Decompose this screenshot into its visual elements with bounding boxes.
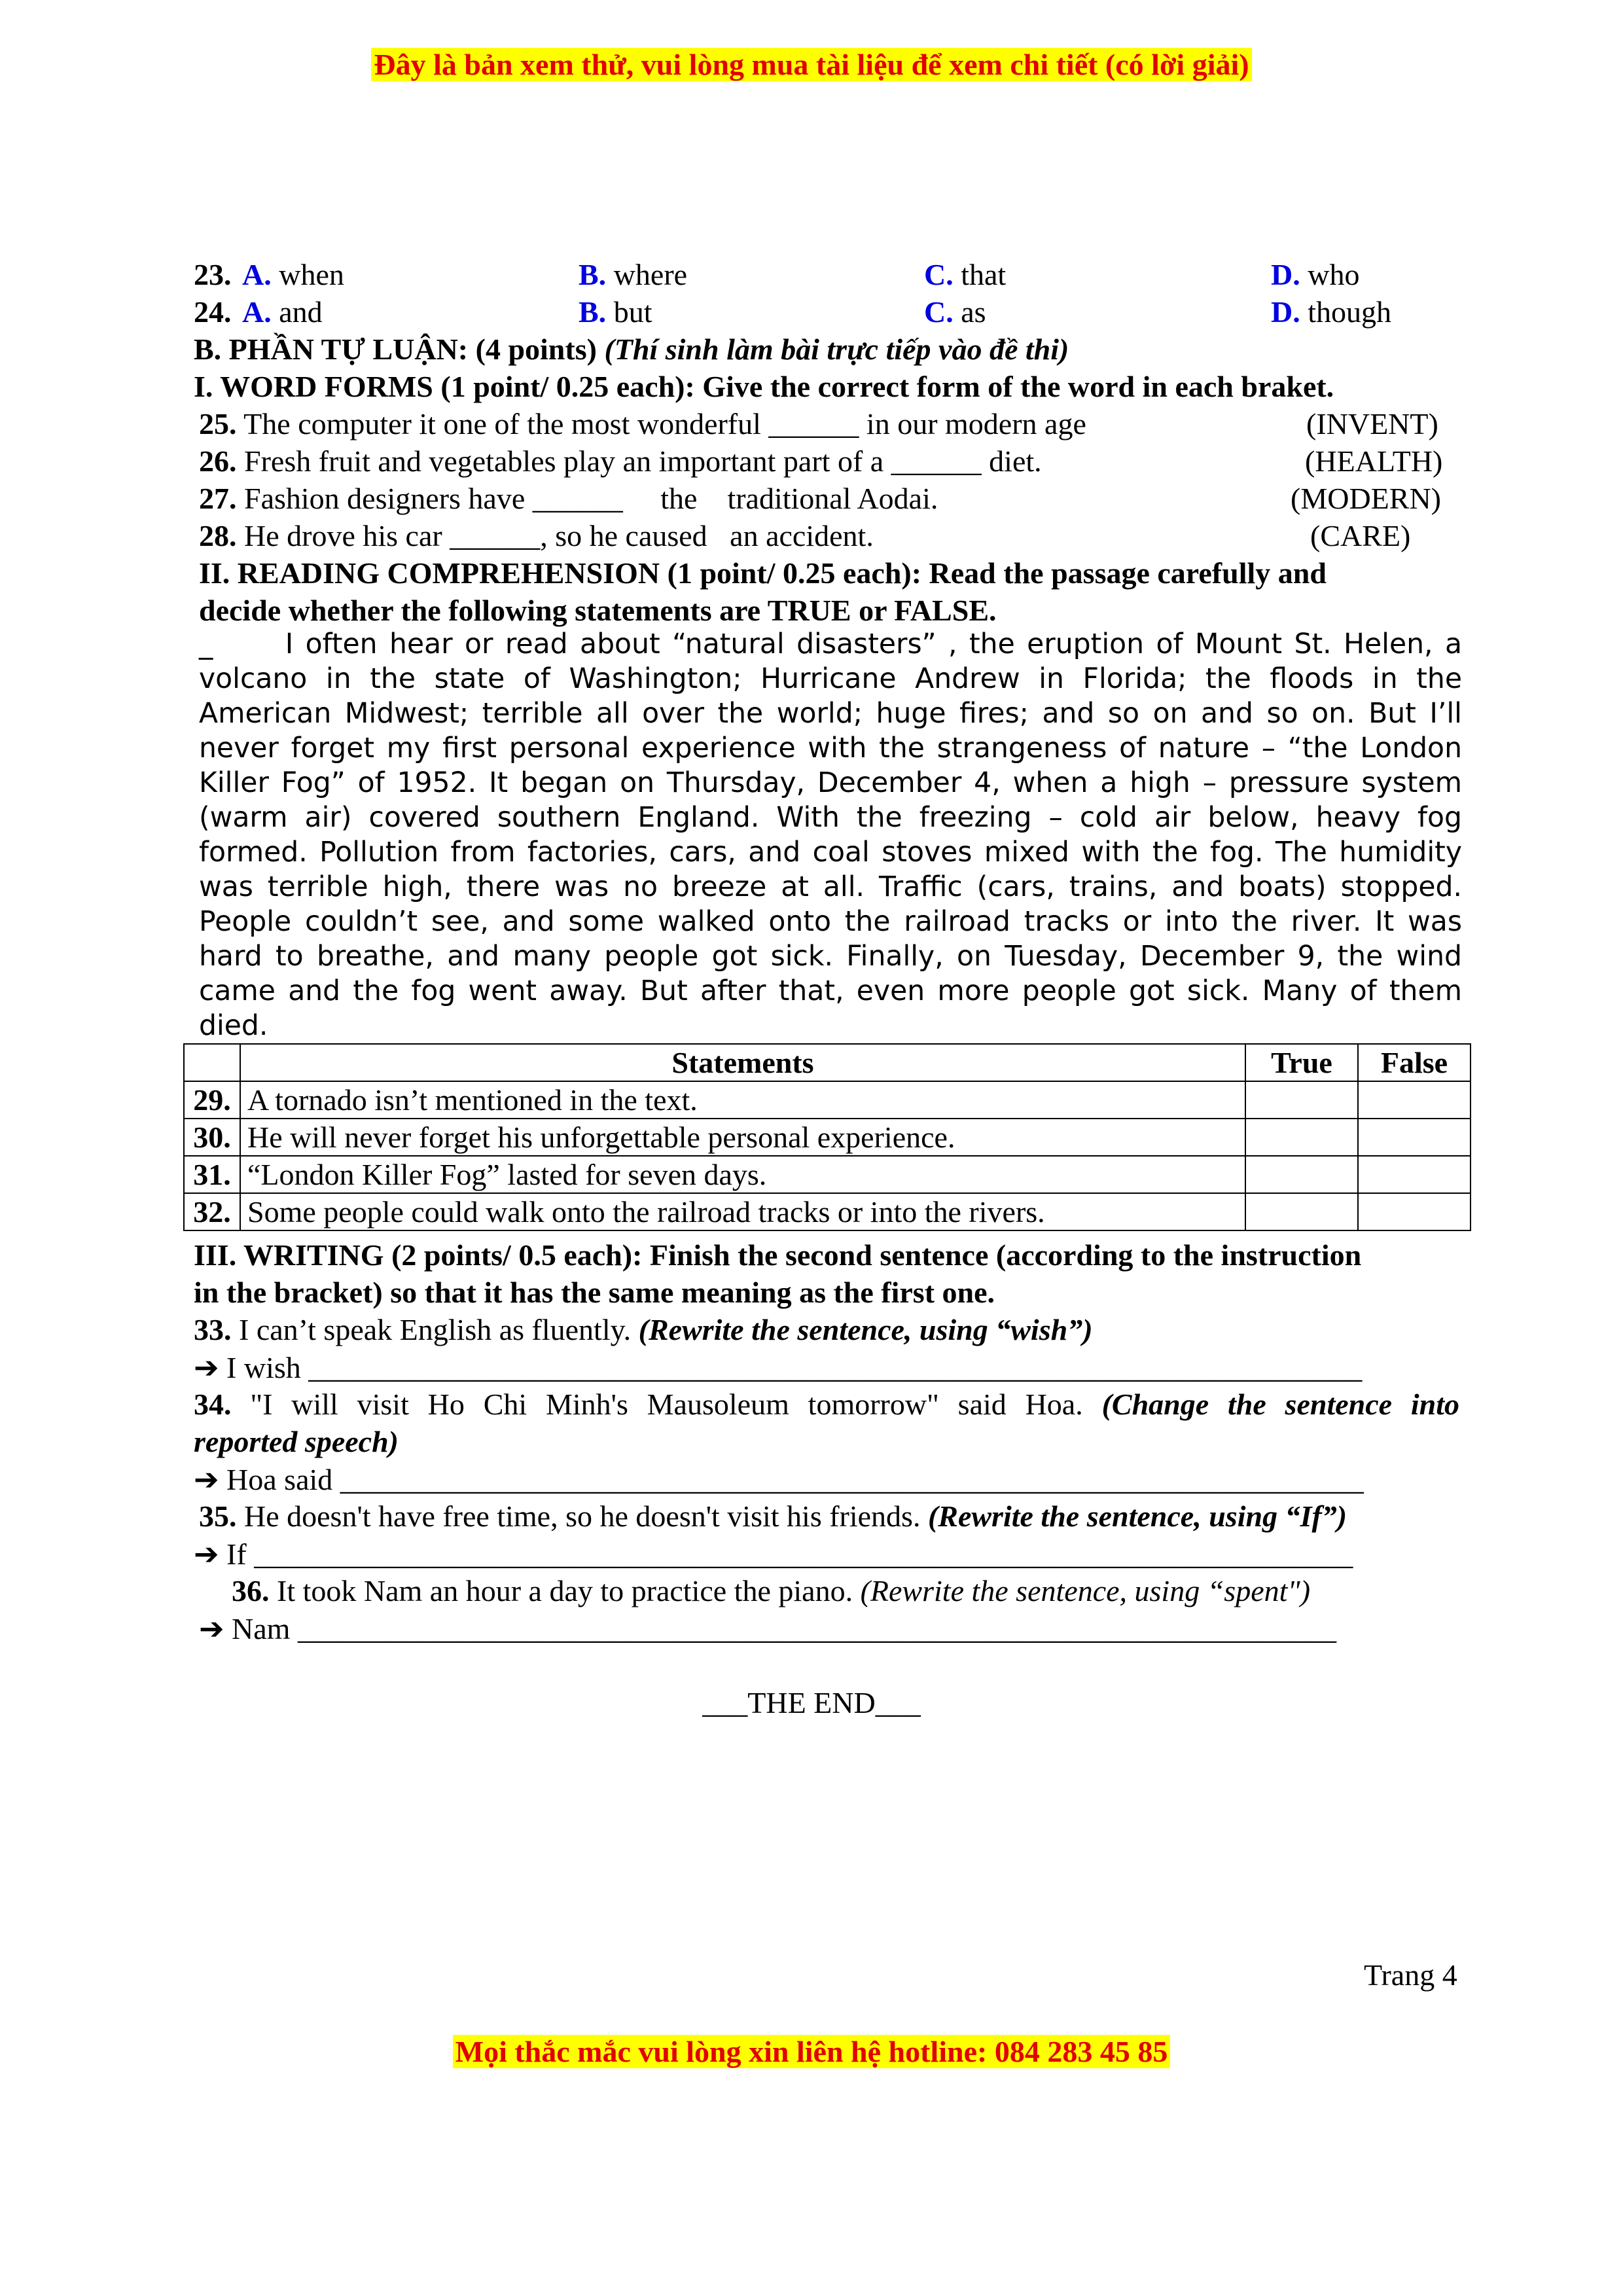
writing-item-35: 35. He doesn't have free time, so he doesn't visit his friends. (Rewrite the sentence, using “If”) (199, 1499, 1347, 1533)
table-header-statements: Statements (240, 1044, 1245, 1081)
hotline-banner (0, 2034, 1623, 2069)
word-form-root: (INVENT) (1306, 407, 1438, 440)
word-form-item-25: 25. The computer it one of the most wonderful ______ in our modern age (199, 407, 1086, 440)
word-form-root: (CARE) (1310, 519, 1411, 552)
answer-line-33[interactable]: ➔ I wish ______________________________________________________________________ (194, 1350, 1363, 1385)
reading-heading-line2: decide whether the following statements are TRUE or FALSE. (199, 594, 997, 627)
section-b-heading: B. PHẦN TỰ LUẬN: (4 points) (Thí sinh làm bài trực tiếp vào đề thi) (194, 332, 1069, 366)
false-cell[interactable] (1358, 1119, 1471, 1156)
arrow-right-icon: ➔ (194, 1536, 219, 1571)
statement-text: Some people could walk onto the railroad tracks or into the rivers. (240, 1193, 1245, 1230)
statement-text: He will never forget his unforgettable personal experience. (240, 1119, 1245, 1156)
word-form-item-28: 28. He drove his car ______, so he caused an accident. (199, 519, 874, 552)
false-cell[interactable] (1358, 1081, 1471, 1119)
page-number: Trang 4 (1364, 1958, 1457, 1992)
table-header-true: True (1245, 1044, 1358, 1081)
word-form-root: (HEALTH) (1305, 444, 1443, 478)
mc-option-d: D. who (1271, 258, 1360, 291)
mc-number: 23. (194, 258, 232, 291)
statement-number: 31. (184, 1156, 240, 1193)
true-cell[interactable] (1245, 1081, 1358, 1119)
word-forms-heading: I. WORD FORMS (1 point/ 0.25 each): Give the correct form of the word in each braket. (194, 370, 1334, 403)
writing-item-36: 36. It took Nam an hour a day to practice the piano. (Rewrite the sentence, using “spent") (232, 1574, 1311, 1607)
answer-line-34[interactable]: ➔ Hoa said ____________________________________________________________________ (194, 1462, 1364, 1497)
the-end: ___THE END___ (702, 1686, 921, 1719)
mc-number: 24. (194, 295, 232, 329)
false-cell[interactable] (1358, 1193, 1471, 1230)
true-cell[interactable] (1245, 1119, 1358, 1156)
arrow-right-icon: ➔ (194, 1462, 219, 1497)
answer-line-36[interactable]: ➔ Nam _____________________________________________________________________ (199, 1611, 1336, 1646)
writing-item-33: 33. I can’t speak English as fluently. (Rewrite the sentence, using “wish”) (194, 1313, 1093, 1346)
hotline-banner-text: Mọi thắc mắc vui lòng xin liên hệ hotline: 084 283 45 85 (453, 2035, 1171, 2068)
false-cell[interactable] (1358, 1156, 1471, 1193)
mc-option-b: B. where (579, 258, 688, 291)
mc-option-a: A. when (242, 258, 344, 291)
statement-number: 29. (184, 1081, 240, 1119)
word-form-item-27: 27. Fashion designers have ______ the traditional Aodai. (199, 482, 938, 515)
word-form-root: (MODERN) (1291, 482, 1441, 515)
mc-option-b: B. but (579, 295, 652, 329)
writing-item-34-instruction-cont: reported speech) (194, 1425, 399, 1458)
mc-option-c: C. that (924, 258, 1007, 291)
preview-banner (0, 47, 1623, 82)
mc-option-c: C. as (924, 295, 986, 329)
reading-passage (199, 627, 1471, 1043)
arrow-right-icon: ➔ (194, 1350, 219, 1385)
reading-passage-text: _ I often hear or read about “natural disasters” , the eruption of Mount St. Helen, a volcano in the state of Washington; Hurricane Andrew in Florida; the floods in the American Midwest; terrible all over the world; huge fires; and so on and so on. But I’ll never forget my first personal experience with the strangeness of nature – “the London Killer Fog” of 1952. It began on Thursday, December 4, when a high – pressure system (warm air) covered southern England. With the freezing – cold air below, heavy fog formed. Pollution from factories, cars, and coal stoves mixed with the fog. The humidity was terrible high, there was no breeze at all. Traffic (cars, trains, and boats) stopped. People couldn’t see, and some walked onto the railroad tracks or into the river. It was hard to breathe, and many people got sick. Finally, on Tuesday, December 9, the wind came and the fog went away. But after that, even more people got sick. Many of them died. (199, 628, 1471, 1042)
writing-heading-line2: in the bracket) so that it has the same meaning as the first one. (194, 1276, 995, 1309)
arrow-right-icon: ➔ (199, 1611, 224, 1646)
preview-banner-text: Đây là bản xem thử, vui lòng mua tài liệu để xem chi tiết (có lời giải) (371, 48, 1251, 81)
reading-heading-line1: II. READING COMPREHENSION (1 point/ 0.25 each): Read the passage carefully and (199, 556, 1327, 590)
statement-number: 30. (184, 1119, 240, 1156)
statement-text: “London Killer Fog” lasted for seven days. (240, 1156, 1245, 1193)
true-cell[interactable] (1245, 1193, 1358, 1230)
mc-option-a: A. and (242, 295, 323, 329)
table-row (184, 1081, 1471, 1119)
statements-table (183, 1043, 1471, 1231)
statement-number: 32. (184, 1193, 240, 1230)
table-header-false: False (1358, 1044, 1471, 1081)
writing-heading-line1: III. WRITING (2 points/ 0.5 each): Finish the second sentence (according to the instruction (194, 1238, 1362, 1272)
statement-text: A tornado isn’t mentioned in the text. (240, 1081, 1245, 1119)
table-row (184, 1156, 1471, 1193)
table-row (184, 1119, 1471, 1156)
true-cell[interactable] (1245, 1156, 1358, 1193)
table-header-number (184, 1044, 240, 1081)
table-row (184, 1193, 1471, 1230)
mc-option-d: D. though (1271, 295, 1392, 329)
word-form-item-26: 26. Fresh fruit and vegetables play an important part of a ______ diet. (199, 444, 1042, 478)
writing-item-34: 34. "I will visit Ho Chi Minh's Mausoleum tomorrow" said Hoa. (Change the sentence into (194, 1388, 1460, 1421)
answer-line-35[interactable]: ➔ If _________________________________________________________________________ (194, 1536, 1353, 1571)
table-header-row (184, 1044, 1471, 1081)
